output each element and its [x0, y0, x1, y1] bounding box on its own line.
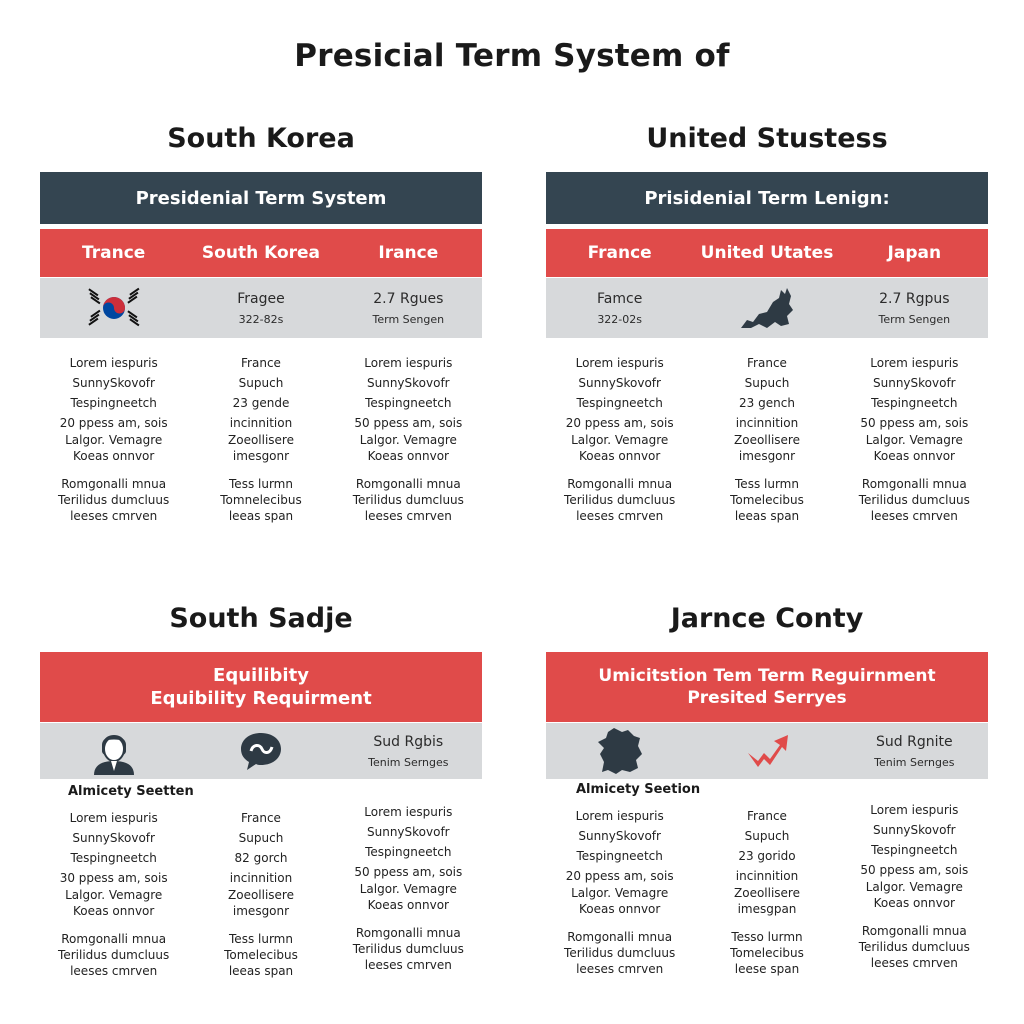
detail-line: leeses cmrven: [870, 509, 958, 523]
france-map-icon: [596, 726, 644, 776]
detail-line: France: [241, 356, 281, 370]
detail-line: Zoeollisere: [734, 886, 800, 900]
summary-value: 2.7 Rgues: [373, 290, 444, 307]
country-header-2: South Korea: [201, 243, 321, 263]
detail-line: Romgonalli mnua: [61, 477, 167, 491]
summary-row: [546, 723, 988, 779]
detail-line: Koeas onnvor: [873, 896, 955, 910]
detail-line: Tespingneetch: [70, 396, 157, 410]
panel-south-sadje: [40, 0, 482, 1024]
detail-line: leeses cmrven: [70, 509, 158, 523]
detail-line: leeas span: [228, 509, 294, 523]
panel-title-bar: Presidenial Term System: [40, 172, 482, 224]
detail-line: Romgonalli mnua: [355, 477, 461, 491]
summary-sub: Tenim Sernges: [874, 755, 955, 769]
detail-line: Koeas onnvor: [873, 449, 955, 463]
detail-line: Lalgor. Vemagre: [65, 433, 163, 447]
detail-line: Romgonalli mnua: [567, 477, 673, 491]
detail-line: 50 ppess am, sois: [354, 865, 463, 879]
detail-line: Koeas onnvor: [72, 449, 155, 463]
requirement-line-2: Equibility Requirment: [150, 688, 372, 709]
summary-cell-3: [335, 734, 482, 769]
detail-line: Koeas onnvor: [367, 449, 449, 463]
detail-line: Zoeollisere: [228, 433, 294, 447]
detail-line: Koeas onnvor: [72, 904, 155, 918]
chat-bubble-icon: [238, 730, 284, 772]
detail-line: Tess lurmn: [735, 477, 799, 491]
detail-line: imesgonr: [738, 449, 796, 463]
summary-sub: 322-02s: [597, 312, 643, 326]
panel-jarnce-conty: [546, 0, 988, 1024]
detail-line: Terilidus dumcluus: [352, 493, 464, 507]
country-header-1: France: [587, 243, 652, 263]
summary-value: Sud Rgbis: [373, 733, 444, 750]
detail-line: leeas span: [734, 509, 800, 523]
detail-line: SunnySkovofr: [367, 825, 450, 839]
detail-line: Romgonalli mnua: [861, 477, 967, 491]
detail-line: Romgonalli mnua: [861, 924, 967, 938]
detail-line: SunnySkovofr: [873, 376, 956, 390]
detail-line: 20 ppess am, sois: [565, 869, 674, 883]
country-header-3: Japan: [887, 243, 942, 263]
summary-cell-map: [546, 726, 693, 776]
detail-line: Lalgor. Vemagre: [571, 886, 669, 900]
detail-line: 20 ppess am, sois: [565, 416, 674, 430]
summary-value: Sud Rgnite: [876, 733, 953, 750]
detail-line: incinnition: [735, 416, 799, 430]
detail-line: leeses cmrven: [576, 962, 664, 976]
detail-line: incinnition: [735, 869, 799, 883]
section-label: Almicety Seetion: [576, 782, 701, 797]
detail-line: leeas span: [228, 964, 294, 978]
detail-line: Tespingneetch: [365, 845, 452, 859]
detail-line: imesgonr: [232, 904, 290, 918]
detail-line: Terilidus dumcluus: [58, 948, 170, 962]
summary-value: Fragee: [237, 290, 285, 307]
detail-line: Tespingneetch: [70, 851, 157, 865]
detail-columns: [40, 804, 482, 979]
detail-line: Supuch: [238, 831, 284, 845]
detail-line: SunnySkovofr: [578, 829, 661, 843]
detail-line: Terilidus dumcluus: [58, 493, 170, 507]
detail-line: Tomelecibus: [730, 946, 804, 960]
detail-line: incinnition: [229, 871, 293, 885]
person-icon: [92, 727, 136, 775]
detail-line: Koeas onnvor: [578, 449, 661, 463]
detail-line: incinnition: [229, 416, 293, 430]
main-title: Presicial Term System of: [294, 38, 730, 74]
detail-line: 50 ppess am, sois: [354, 416, 463, 430]
detail-line: France: [747, 809, 787, 823]
detail-line: Tespingneetch: [576, 849, 663, 863]
detail-column-1: [546, 804, 693, 977]
detail-line: Lorem iespuris: [575, 809, 664, 823]
detail-line: leese span: [734, 962, 800, 976]
detail-line: Tess lurmn: [229, 477, 293, 491]
detail-line: Tespingneetch: [871, 843, 958, 857]
detail-line: SunnySkovofr: [578, 376, 661, 390]
detail-column-3: [335, 804, 482, 979]
detail-line: Terilidus dumcluus: [564, 946, 676, 960]
detail-line: Koeas onnvor: [578, 902, 661, 916]
detail-line: leeses cmrven: [364, 509, 452, 523]
detail-line: imesgpan: [737, 902, 797, 916]
detail-line: 82 gorch: [234, 851, 288, 865]
detail-line: leeses cmrven: [870, 956, 958, 970]
detail-columns: [546, 804, 988, 977]
detail-line: Romgonalli mnua: [567, 930, 673, 944]
summary-cell-3: [841, 734, 988, 769]
detail-line: France: [241, 811, 281, 825]
detail-line: Tespingneetch: [576, 396, 663, 410]
panel-heading: South Sadje: [169, 603, 353, 634]
detail-line: Tespingneetch: [365, 396, 452, 410]
detail-line: 23 gorido: [738, 849, 796, 863]
detail-line: imesgonr: [232, 449, 290, 463]
detail-line: Terilidus dumcluus: [858, 493, 970, 507]
summary-sub: Term Sengen: [878, 312, 951, 326]
detail-line: Supuch: [744, 376, 790, 390]
detail-line: France: [747, 356, 787, 370]
detail-line: Lorem iespuris: [364, 805, 453, 819]
requirement-line-1: Umicitstion Tem Term Reguirnment: [598, 666, 936, 686]
detail-line: Lalgor. Vemagre: [571, 433, 669, 447]
detail-line: Zoeollisere: [734, 433, 800, 447]
detail-line: Terilidus dumcluus: [352, 942, 464, 956]
detail-line: 23 gench: [739, 396, 795, 410]
panel-heading: South Korea: [167, 123, 355, 154]
requirement-line-1: Equilibity: [213, 665, 309, 686]
summary-cell-person: [40, 727, 187, 775]
requirement-bar: [40, 652, 482, 722]
detail-line: SunnySkovofr: [72, 376, 155, 390]
detail-line: 50 ppess am, sois: [860, 863, 969, 877]
trend-arrow-icon: [744, 731, 790, 771]
detail-line: Lorem iespuris: [575, 356, 664, 370]
detail-line: 50 ppess am, sois: [860, 416, 969, 430]
detail-line: Lorem iespuris: [870, 356, 959, 370]
detail-line: Lalgor. Vemagre: [65, 888, 163, 902]
summary-row: [40, 723, 482, 779]
detail-line: Lorem iespuris: [69, 811, 158, 825]
country-header-3: Irance: [378, 243, 439, 263]
country-header-1: Trance: [82, 243, 146, 263]
detail-line: Tomnelecibus: [220, 493, 302, 507]
detail-line: Tess lurmn: [229, 932, 293, 946]
detail-line: Tomelecibus: [730, 493, 804, 507]
detail-column-2: [693, 804, 840, 977]
detail-line: SunnySkovofr: [873, 823, 956, 837]
detail-line: leeses cmrven: [70, 964, 158, 978]
summary-sub: 322-82s: [238, 312, 284, 326]
detail-line: Lorem iespuris: [69, 356, 158, 370]
panel-heading: Jarnce Conty: [670, 603, 864, 634]
detail-line: Lalgor. Vemagre: [865, 880, 963, 894]
detail-line: Lalgor. Vemagre: [359, 882, 457, 896]
detail-line: Terilidus dumcluus: [564, 493, 676, 507]
detail-column-2: [187, 804, 334, 979]
section-label: Almicety Seetten: [68, 784, 194, 799]
detail-line: Lalgor. Vemagre: [865, 433, 963, 447]
detail-line: Tesso lurmn: [731, 930, 803, 944]
detail-line: leeses cmrven: [364, 958, 452, 972]
panel-title-bar: Prisidenial Term Lenign:: [546, 172, 988, 224]
detail-line: Supuch: [238, 376, 284, 390]
detail-column-1: [40, 804, 187, 979]
summary-sub: Tenim Sernges: [368, 755, 449, 769]
panel-heading: United Stustess: [646, 123, 888, 154]
detail-line: 30 ppess am, sois: [59, 871, 168, 885]
detail-line: Romgonalli mnua: [61, 932, 167, 946]
detail-line: Koeas onnvor: [367, 898, 449, 912]
summary-value: 2.7 Rgpus: [879, 290, 950, 307]
requirement-bar: [546, 652, 988, 722]
detail-line: SunnySkovofr: [72, 831, 155, 845]
detail-line: 23 gende: [232, 396, 290, 410]
detail-line: Lalgor. Vemagre: [359, 433, 457, 447]
summary-cell-arrow: [693, 731, 840, 771]
summary-cell-chat: [187, 730, 334, 772]
detail-line: Lorem iespuris: [870, 803, 959, 817]
detail-column-3: [841, 804, 988, 977]
detail-line: Tespingneetch: [871, 396, 958, 410]
requirement-line-2: Presited Serryes: [687, 688, 847, 708]
detail-line: SunnySkovofr: [367, 376, 450, 390]
detail-line: leeses cmrven: [576, 509, 664, 523]
country-header-2: United Utates: [700, 243, 834, 263]
summary-sub: Term Sengen: [372, 312, 445, 326]
detail-line: Lorem iespuris: [364, 356, 453, 370]
detail-line: Tomelecibus: [224, 948, 298, 962]
detail-line: Terilidus dumcluus: [858, 940, 970, 954]
summary-value: Famce: [597, 290, 643, 307]
detail-line: Romgonalli mnua: [355, 926, 461, 940]
detail-line: Zoeollisere: [228, 888, 294, 902]
detail-line: 20 ppess am, sois: [59, 416, 168, 430]
detail-line: Supuch: [744, 829, 790, 843]
